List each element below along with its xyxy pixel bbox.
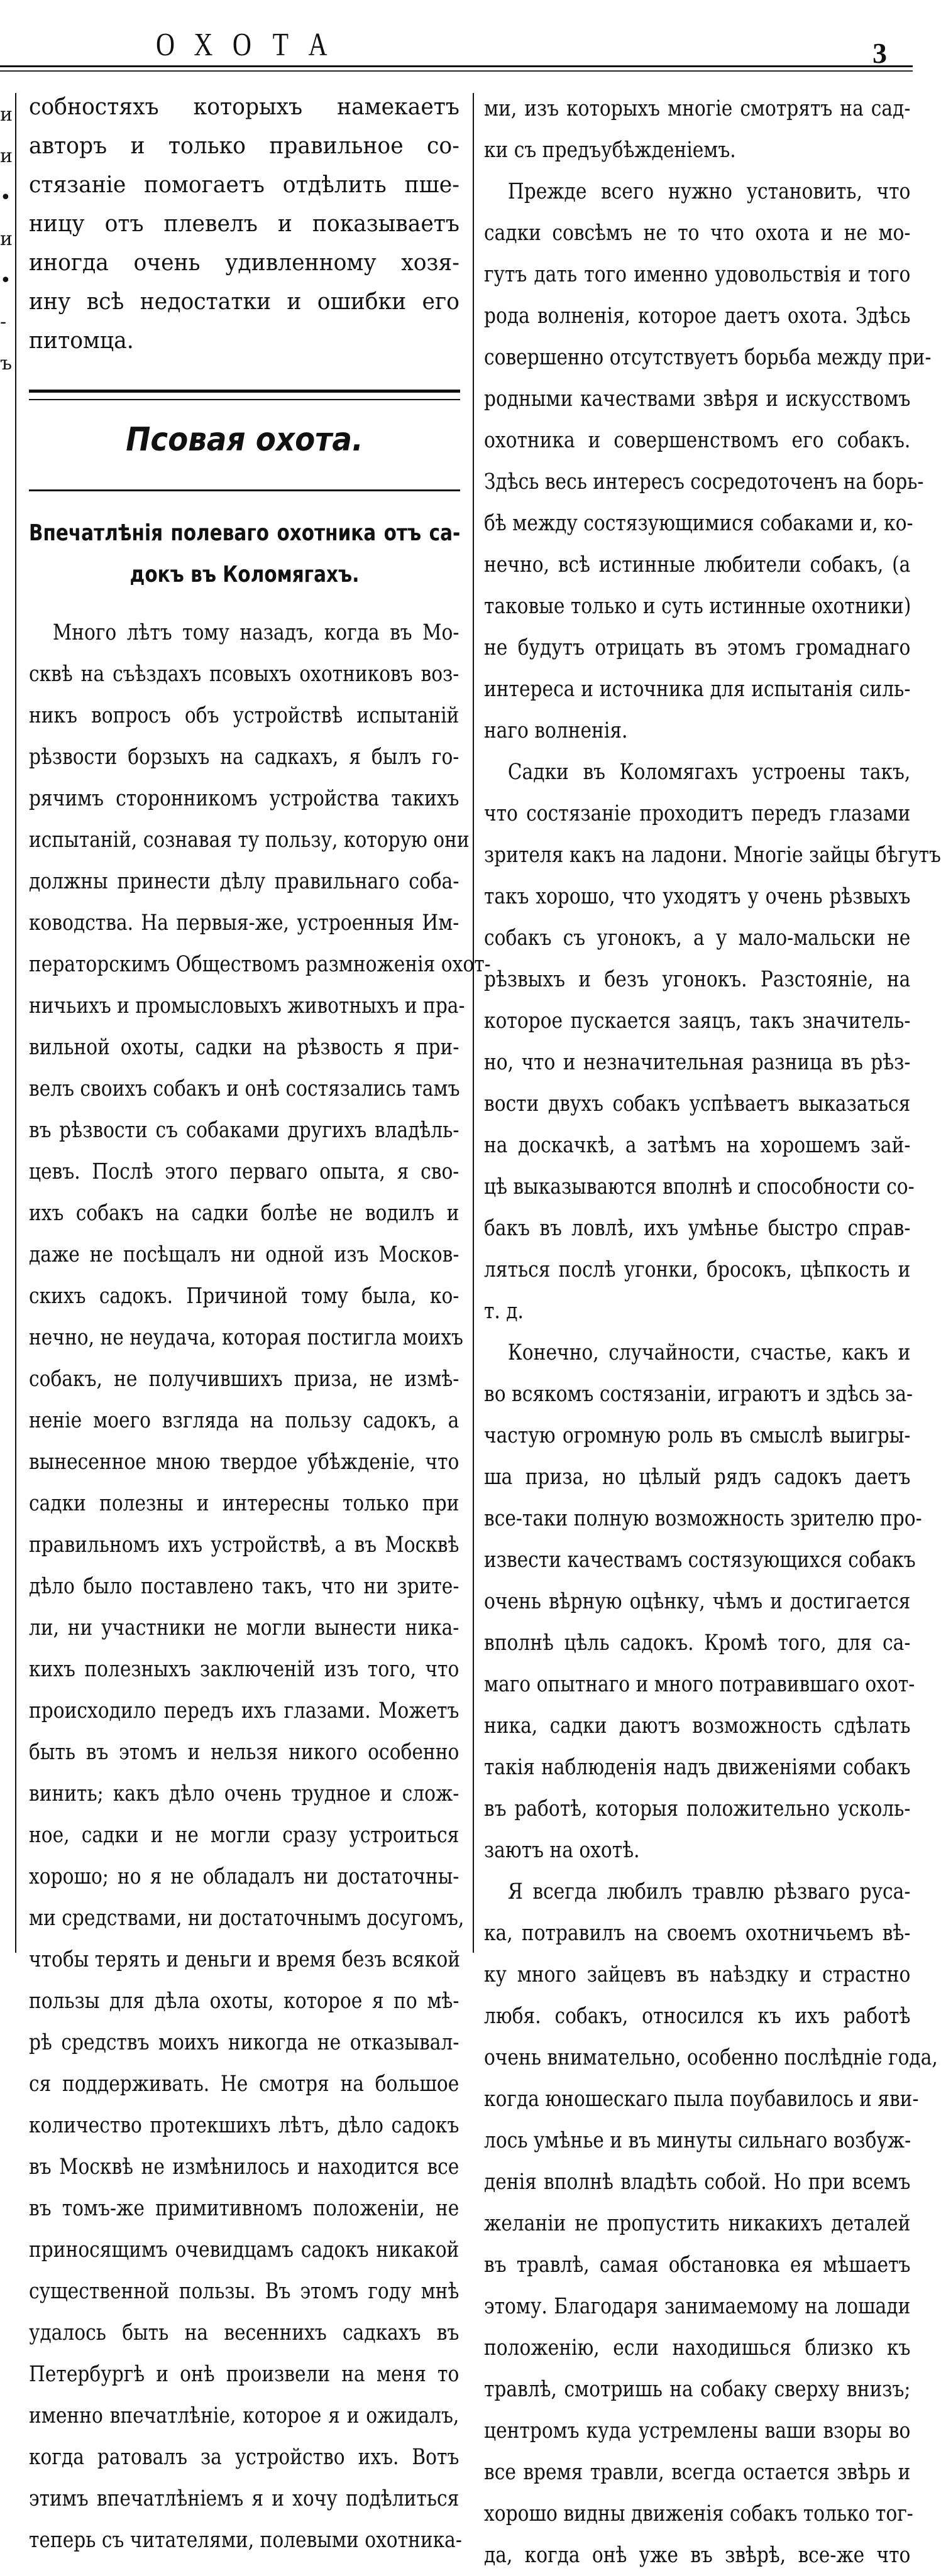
body-line: ника, садки даютъ возможность сдѣлать	[484, 1713, 911, 1738]
body-line: существенной пользы. Въ этомъ году мнѣ	[29, 2279, 459, 2304]
body-line: рячимъ сторонникомъ устройства такихъ	[29, 786, 459, 811]
body-line: когда юношескаго пыла поубавилось и яви-	[484, 2087, 919, 2112]
body-line: этому. Благодаря занимаемому на лошади	[484, 2294, 911, 2319]
previous-article-ending	[29, 88, 460, 361]
body-line: таковые только и суть истинные охотники)	[484, 594, 911, 619]
body-line: родными качествами звѣря и искусствомъ	[484, 386, 911, 412]
body-line: совершенно отсутствуетъ борьба между при-	[484, 345, 932, 370]
body-line: ша приза, но цѣлый рядъ садокъ даетъ	[484, 1465, 911, 1490]
body-line: Петербургѣ и онѣ произвели на меня то	[29, 2362, 459, 2387]
body-line: такъ хорошо, что уходятъ у очень рѣзвыхъ	[484, 884, 911, 909]
body-line: т. д.	[484, 1299, 524, 1324]
body-line: рѣ средствъ моихъ никогда не отказывал-	[29, 2030, 459, 2055]
body-line: приносящимъ очевидцамъ садокъ никакой	[29, 2237, 459, 2262]
section-rule-double	[29, 390, 460, 400]
article-body-left	[29, 612, 491, 2561]
body-line: хорошо; но я не обладалъ ни достаточны-	[29, 1864, 459, 1889]
body-line: скихъ садокъ. Причиной тому была, ко-	[29, 1284, 459, 1309]
body-line: денія вполнѣ владѣть собой. Но при всемъ	[484, 2169, 911, 2195]
body-line: садки полезны и интересны только при	[29, 1491, 459, 1516]
body-line: нечно, всѣ истинные любители собакъ, (а	[484, 552, 911, 577]
left-margin-rule	[15, 93, 16, 1953]
body-line: правильномъ ихъ устройствѣ, а въ Москвѣ	[29, 1532, 459, 1558]
body-line: ку много зайцевъ въ наѣздку и страстно	[484, 1962, 911, 1987]
body-line: Садки въ Коломягахъ устроены такъ,	[507, 760, 911, 785]
body-line: цѣ выказываются вполнѣ и способности со-	[484, 1174, 915, 1199]
body-line: садки совсѣмъ не то что охота и не мо-	[484, 221, 911, 246]
body-line: собакъ, не получившихъ приза, не измѣ-	[29, 1367, 459, 1392]
body-line: вынесенное мною твердое убѣжденіе, что	[29, 1449, 459, 1475]
body-line: ператорскимъ Обществомъ размноженія охот-	[29, 952, 491, 977]
edge-fragment: •	[0, 270, 11, 292]
body-line: ки съ предъубѣжденіемъ.	[484, 138, 736, 163]
article-body-right	[484, 88, 941, 2576]
body-line: на доскачкѣ, а затѣмъ на хорошемъ зай-	[484, 1133, 911, 1158]
body-line: что состязаніе проходитъ передъ глазами	[484, 801, 911, 826]
body-line: очень внимательно, особенно послѣдніе года,	[484, 2045, 938, 2070]
body-line: ся поддерживать. Не смотря на большое	[29, 2071, 459, 2097]
body-line: хорошо видны движенія собакъ только тог-	[484, 2501, 913, 2526]
body-line: винить; какъ дѣло очень трудное и слож-	[29, 1781, 459, 1806]
right-column	[484, 88, 941, 2576]
body-line: бѣ между состязующимися собаками и, ко-	[484, 511, 913, 536]
body-line: когда ратовалъ за устройство ихъ. Вотъ	[29, 2445, 459, 2470]
body-line: въ работѣ, которыя положительно усколь-	[484, 1796, 911, 1821]
header-rule-thin	[0, 70, 913, 72]
body-line: количество протекшихъ лѣтъ, дѣло садокъ	[29, 2113, 459, 2138]
intro-line: ницу отъ плевелъ и показываетъ	[29, 211, 459, 237]
edge-fragment: ъ	[0, 352, 13, 374]
edge-fragment: -	[0, 311, 7, 333]
body-line: во всякомъ состязаніи, играютъ и здѣсь за-	[484, 1382, 913, 1407]
body-line: заютъ на охотѣ.	[484, 1838, 640, 1863]
section-title: Псовая охота.	[126, 421, 363, 459]
body-line: наго волненія.	[484, 718, 628, 743]
journal-title: ОХОТА	[156, 27, 349, 63]
body-line: все время травли, всегда остается звѣрь и	[484, 2460, 911, 2485]
body-line: въ Москвѣ не измѣнилось и находится все	[29, 2154, 459, 2180]
body-line: быть въ этомъ и нельзя никого особенно	[29, 1740, 459, 1765]
body-line: ми средствами, ни достаточнымъ досугомъ,	[29, 1906, 465, 1931]
body-line: испытаній, сознавая ту пользу, которую они	[29, 827, 470, 853]
article-title	[29, 513, 460, 596]
body-line: такія наблюденія надъ движеніями собакъ	[484, 1755, 911, 1780]
body-line: ляться послѣ угонки, бросокъ, цѣпкость и	[484, 1257, 911, 1282]
body-line: рода волненія, которое даетъ охота. Здѣсь	[484, 303, 911, 329]
body-line: травлѣ, смотришь на собаку сверху внизъ;	[484, 2377, 911, 2402]
body-line: бакъ въ ловлѣ, ихъ умѣнье быстро справ-	[484, 1216, 911, 1241]
body-line: рѣзвыхъ и безъ угонокъ. Разстояніе, на	[484, 967, 911, 992]
intro-line: ину всѣ недостатки и ошибки его	[29, 289, 459, 315]
article-title-line-1: Впечатлѣнія полеваго охотника отъ са-	[29, 520, 461, 546]
body-line: маго опытнаго и много потравившаго охот-	[484, 1672, 915, 1697]
body-line: очень вѣрную оцѣнку, чѣмъ и достигается	[484, 1589, 911, 1614]
body-line: извести качествамъ состязующихся собакъ	[484, 1547, 916, 1573]
edge-fragment: и	[0, 145, 13, 167]
body-line: дѣло было поставлено такъ, что ни зрите-	[29, 1574, 459, 1599]
body-line: которое пускается заяцъ, такъ значитель-	[484, 1008, 911, 1034]
body-line: ное, садки и не могли сразу устроиться	[29, 1823, 459, 1848]
body-line: желаніи не пропустить никакихъ деталей	[484, 2211, 911, 2236]
body-line: пользы для дѣла охоты, которое я по мѣ-	[29, 1989, 459, 2014]
body-line: интереса и источника для испытанія силь-	[484, 677, 911, 702]
intro-line: питомца.	[29, 328, 134, 354]
body-line: частую огромную роль въ смыслѣ выигры-	[484, 1423, 911, 1448]
intro-line: стязаніе помогаетъ отдѣлить пше-	[29, 172, 459, 198]
body-line: чтобы терять и деньги и время безъ всякой	[29, 1947, 461, 1972]
body-line: вильной охоты, садки на рѣзвость я при-	[29, 1035, 459, 1060]
body-line: ихъ собакъ на садки болѣе не водилъ и	[29, 1201, 459, 1226]
column-divider	[473, 93, 474, 1953]
body-line: сквѣ на съѣздахъ псовыхъ охотниковъ воз-	[29, 662, 459, 687]
body-line: вости двухъ собакъ успѣваетъ выказаться	[484, 1091, 911, 1116]
body-line: положенію, если находишься близко къ	[484, 2335, 911, 2360]
body-line: даже не посѣщалъ ни одной изъ Москов-	[29, 1242, 459, 1267]
body-line: Много лѣтъ тому назадъ, когда въ Мо-	[52, 620, 459, 645]
body-line: ководства. На первыя-же, устроенныя Им-	[29, 910, 459, 936]
body-line: въ травлѣ, самая обстановка ея мѣшаетъ	[484, 2252, 911, 2278]
article-title-line-2: докъ въ Коломягахъ.	[129, 562, 360, 587]
body-line: удалось быть на весеннихъ садкахъ въ	[29, 2320, 459, 2345]
body-line: гутъ дать того именно удовольствія и того	[484, 262, 911, 287]
masthead	[0, 0, 933, 75]
body-line: должны принести дѣлу правильнаго соба-	[29, 869, 459, 894]
body-line: охотника и совершенствомъ его собакъ.	[484, 428, 911, 453]
body-line: никъ вопросъ объ устройствѣ испытаній	[29, 703, 459, 728]
body-line: лось умѣнье и въ минуты сильнаго возбуж-	[484, 2128, 911, 2153]
body-line: именно впечатлѣніе, которое я и ожидалъ,	[29, 2403, 459, 2428]
body-line: ли, ни участники не могли вынести ника-	[29, 1615, 459, 1640]
intro-line: иногда очень удивленному хозя-	[29, 250, 459, 276]
body-line: велъ своихъ собакъ и онѣ состязались тамъ	[29, 1076, 460, 1101]
body-line: цевъ. Послѣ этого перваго опыта, я сво-	[29, 1159, 459, 1184]
left-column	[29, 88, 491, 2561]
edge-fragment: •	[0, 187, 11, 209]
edge-fragment: и	[0, 228, 13, 250]
header-rule	[0, 65, 913, 67]
body-line: происходило передъ ихъ глазами. Можетъ	[29, 1698, 459, 1723]
body-line: все-таки полную возможность зрителю про-	[484, 1506, 922, 1531]
intro-line: авторъ и только правильное со-	[29, 133, 459, 159]
body-line: Я всегда любилъ травлю рѣзваго руса-	[507, 1879, 911, 1904]
body-line: рѣзвости борзыхъ на садкахъ, я былъ го-	[29, 745, 459, 770]
body-line: въ томъ-же примитивномъ положеніи, не	[29, 2196, 459, 2221]
body-line: кихъ полезныхъ заключеній изъ того, что	[29, 1657, 459, 1682]
adjacent-page-edge	[0, 94, 13, 385]
body-line: но, что и незначительная разница въ рѣз-	[484, 1050, 911, 1075]
section-rule-single	[29, 489, 460, 491]
body-line: теперь съ читателями, полевыми охотника-	[29, 2528, 462, 2553]
body-line: Конечно, случайности, счастье, какъ и	[507, 1340, 911, 1365]
body-line: любя. собакъ, относился къ ихъ работѣ	[484, 2004, 911, 2029]
body-line: ка, потравилъ на своемъ охотничьемъ вѣ-	[484, 1921, 911, 1946]
body-line: собакъ съ угонокъ, а у мало-мальски не	[484, 925, 911, 951]
body-line: вполнѣ цѣль садокъ. Кромѣ того, для са-	[484, 1630, 911, 1656]
body-line: неніе моего взгляда на пользу садокъ, а	[29, 1408, 459, 1433]
body-line: нечно, не неудача, которая постигла моихъ	[29, 1325, 463, 1350]
edge-fragment: и	[0, 104, 13, 126]
body-line: не будутъ отрицать въ этомъ громаднаго	[484, 635, 911, 660]
body-line: Прежде всего нужно установить, что	[507, 179, 911, 204]
body-line: этимъ впечатлѣніемъ я и хочу подѣлиться	[29, 2486, 459, 2511]
body-line: Здѣсь весь интересъ сосредоточенъ на борь-	[484, 469, 924, 494]
intro-line: собностяхъ которыхъ намекаетъ	[29, 94, 459, 120]
page-number: 3	[872, 37, 887, 69]
body-line: ничьихъ и промысловыхъ животныхъ и пра-	[29, 993, 465, 1018]
body-line: ми, изъ которыхъ многіе смотрятъ на сад-	[484, 96, 911, 121]
body-line: въ рѣзвости съ собаками другихъ владѣль-	[29, 1118, 459, 1143]
body-line: центромъ куда устремлены ваши взоры во	[484, 2418, 911, 2443]
body-line: зрителя какъ на ладони. Многіе зайцы бѣгутъ	[484, 843, 941, 868]
body-line: да, когда онѣ уже въ звѣрѣ, все-же что	[484, 2543, 911, 2568]
